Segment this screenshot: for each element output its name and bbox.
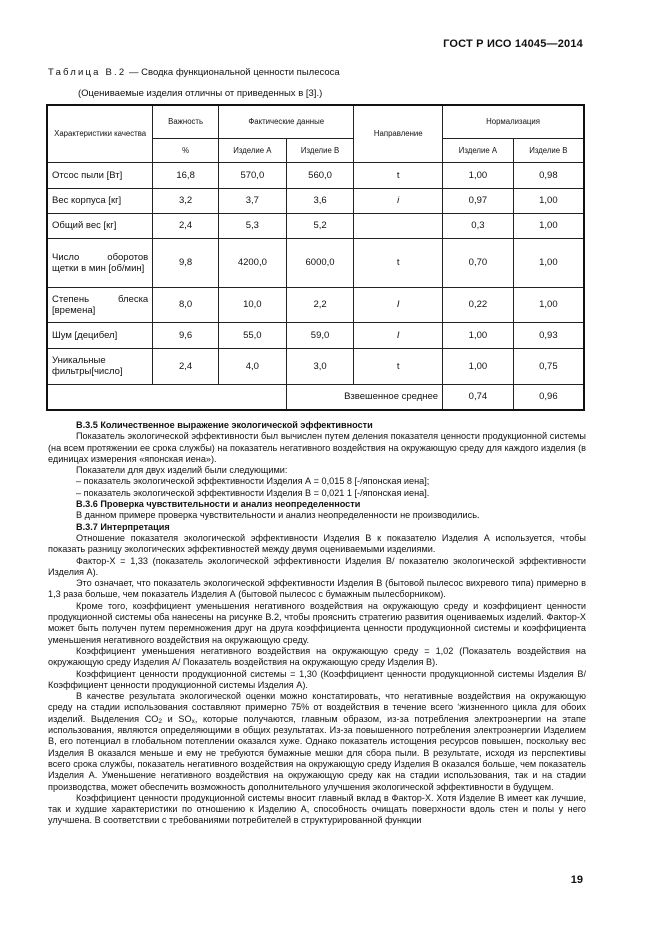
header-product-a: Изделие А [219,138,287,162]
cell-b: 59,0 [286,322,354,348]
cell-direction: I [354,287,443,322]
header-norm-a: Изделие А [443,138,514,162]
row-label: Число оборотов щетки в мин [об/мин] [47,238,153,287]
paragraph: Это означает, что показатель экологической эффективности Изделия В (бытовой пылесос вихревого типа) примерно в 1,3 раза больше, чем показатель Изделия А (бытовой пылесос с бумажным пылесборником). [48,578,586,600]
paragraph: Показатели для двух изделий были следующими: [76,465,288,476]
paragraph: Коэффициент уменьшения негативного воздействия на окружающую среду = 1,02 (Показатель воздействия на окружающую среду Изделия А/ Показатель воздействия на окружающую среду Изделия В). [48,645,586,668]
cell-importance: 2,4 [153,213,219,238]
cell-a: 55,0 [219,322,287,348]
table-row [47,188,584,213]
cell-direction: I [354,322,443,348]
row-label: Вес корпуса [кг] [47,188,153,213]
paragraph: Кроме того, коэффициент уменьшения негативного воздействия на окружающую среду и коэффициент ценности продукционной системы оба нанесены на рисунке В.2, чтобы прояснить стратегию развития оцениваемых изделий. Фактор-X может быть получен путем перемножения друг на друга коэффициента ценности продукционной системы и коэффициента уменьшения негативного воздействия на окружающую среду. [48,600,586,645]
cell-importance: 16,8 [153,162,219,188]
cell-importance: 2,4 [153,348,219,384]
paragraph: В качестве результата экологической оценки можно констатировать, что негативные воздействия на окружающую среду на стадии использования составляют примерно 75% от воздействия в течение всего ‘жизненного цикла для обоих изделий. Выделения $CO_2$ и $SO_x$, которые получаются, главным образом, из-за потребления электроэнергии на этапе использования, являются определяющими в общих результатах. Из-за повышенного потребления электроэнергии Изделием В, его потенциал в глобальном потеплении оказался хуже. Однако показатель истощения ресурсов повышен, поскольку вес Изделия В оказался меньше и ему не требуются бумажные мешки для сбора пыли. В результате, исходя из перспективы всего срока службы, показатель негативного воздействия на окружающую среду Изделия В оказался больше, чем показатель Изделия А. Уменьшение негативного воздействия на окружающую среду как на стадии использования, так и на стадии производства, может обеспечить возможность дополнительного улучшения экологической эффективности в будущем. [48,691,586,792]
paragraph: Коэффициент ценности продукционной системы вносит главный вклад в Фактор-X. Хотя Изделие В имеет как лучшие, так и худшие характеристики по отношению к Изделию А, способность очищать поверхности вдоль стен и полы у него улучшена. В соответствии с требованиями потребителей в структурированной функции [48,792,586,826]
table-row [47,162,584,188]
header-direction: Направление [354,105,443,162]
paragraph: Показатель экологической эффективности был вычислен путем деления показателя ценности продукционной системы (на всем протяжении ее срока службы) на показатель негативного воздействия на окружающую среду для каждого изделия (в единицах измерения «японская иена»). [48,431,586,464]
row-label: Шум [децибел] [47,322,153,348]
cell-b: 3,6 [286,188,354,213]
cell-a: 570,0 [219,162,287,188]
table-subcaption: (Оцениваемые изделия отличны от приведенных в [3].) [78,88,323,99]
list-item: – показатель экологической эффективности Изделия А = 0,015 8 [-/японская иена]; [76,476,430,487]
cell-a: 10,0 [219,287,287,322]
cell-norm-a: 0,3 [443,213,514,238]
header-norm-b: Изделие В [513,138,584,162]
row-label: Степень блеска [времена] [47,287,153,322]
cell-b: 560,0 [286,162,354,188]
cell-norm-b: 1,00 [513,287,584,322]
cell-direction: t [354,238,443,287]
cell-b: 6000,0 [286,238,354,287]
paragraph: В данном примере проверка чувствительности и анализ неопределенности не производились. [76,510,480,521]
table-row [47,348,584,384]
cell-b: 5,2 [286,213,354,238]
header-product-b: Изделие В [286,138,354,162]
section-heading: В.3.5 Количественное выражение экологической эффективности [76,420,373,430]
header-actual-data: Фактические данные [219,105,354,138]
cell-norm-a: 0,70 [443,238,514,287]
cell-norm-a: 1,00 [443,322,514,348]
cell-norm-b: 1,00 [513,213,584,238]
cell-norm-b: 0,98 [513,162,584,188]
cell-norm-b: 1,00 [513,238,584,287]
table-caption-text: — Сводка функциональной ценности пылесоса [126,67,340,78]
table-row [47,238,584,287]
list-item: – показатель экологической эффективности Изделия В = 0,021 1 [-/японская иена]. [76,487,430,498]
cell-norm-a: 1,00 [443,162,514,188]
cell-a: 5,3 [219,213,287,238]
cell-direction: i [354,188,443,213]
header-characteristics: Характеристики качества [47,105,153,162]
cell-b: 3,0 [286,348,354,384]
weighted-average-label: Взвешенное среднее [286,384,442,410]
paragraph: Отношение показателя экологической эффективности Изделия В к показателю Изделия А используется, чтобы показать разницу экологических эффективностей между двумя оцениваемыми изделиями. [48,532,586,555]
cell-a: 4,0 [219,348,287,384]
paragraph: Коэффициент ценности продукционной системы = 1,30 (Коэффициент ценности продукционной системы Изделия В/ Коэффициент ценности продукционной системы Изделия А). [48,668,586,690]
cell-norm-a: 0,22 [443,287,514,322]
table-row [47,213,584,238]
cell-importance: 9,8 [153,238,219,287]
row-label: Общий вес [кг] [47,213,153,238]
table-caption-prefix: Таблица В.2 [48,67,127,78]
cell-importance: 3,2 [153,188,219,213]
row-label: Уникальные фильтры[число] [47,348,153,384]
cell-norm-b: 0,93 [513,322,584,348]
cell-importance: 9,6 [153,322,219,348]
cell-norm-a: 0,97 [443,188,514,213]
table-caption [48,67,340,78]
header-importance-unit: % [153,138,219,162]
function-value-table [46,104,585,411]
header-importance: Важность [153,105,219,138]
weighted-a: 0,74 [443,384,514,410]
cell-direction [354,213,443,238]
cell-norm-b: 1,00 [513,188,584,213]
weighted-average-row [47,384,584,410]
cell-norm-b: 0,75 [513,348,584,384]
table-row [47,322,584,348]
table-row [47,287,584,322]
cell-direction: t [354,348,443,384]
cell-a: 4200,0 [219,238,287,287]
header-normalization: Нормализация [443,105,584,138]
page-number: 19 [570,874,583,886]
section-heading: В.3.7 Интерпретация [76,521,170,532]
row-label: Отсос пыли [Вт] [47,162,153,188]
cell-b: 2,2 [286,287,354,322]
section-heading: В.3.6 Проверка чувствительности и анализ неопределенности [76,499,361,510]
cell-direction: t [354,162,443,188]
document-header: ГОСТ Р ИСО 14045—2014 [443,38,583,50]
weighted-b: 0,96 [513,384,584,410]
cell-importance: 8,0 [153,287,219,322]
body-text [48,420,586,827]
cell-a: 3,7 [219,188,287,213]
cell-norm-a: 1,00 [443,348,514,384]
paragraph: Фактор-X = 1,33 (показатель экологической эффективности Изделия В/ показателю экологической эффективности Изделия А). [48,555,586,577]
